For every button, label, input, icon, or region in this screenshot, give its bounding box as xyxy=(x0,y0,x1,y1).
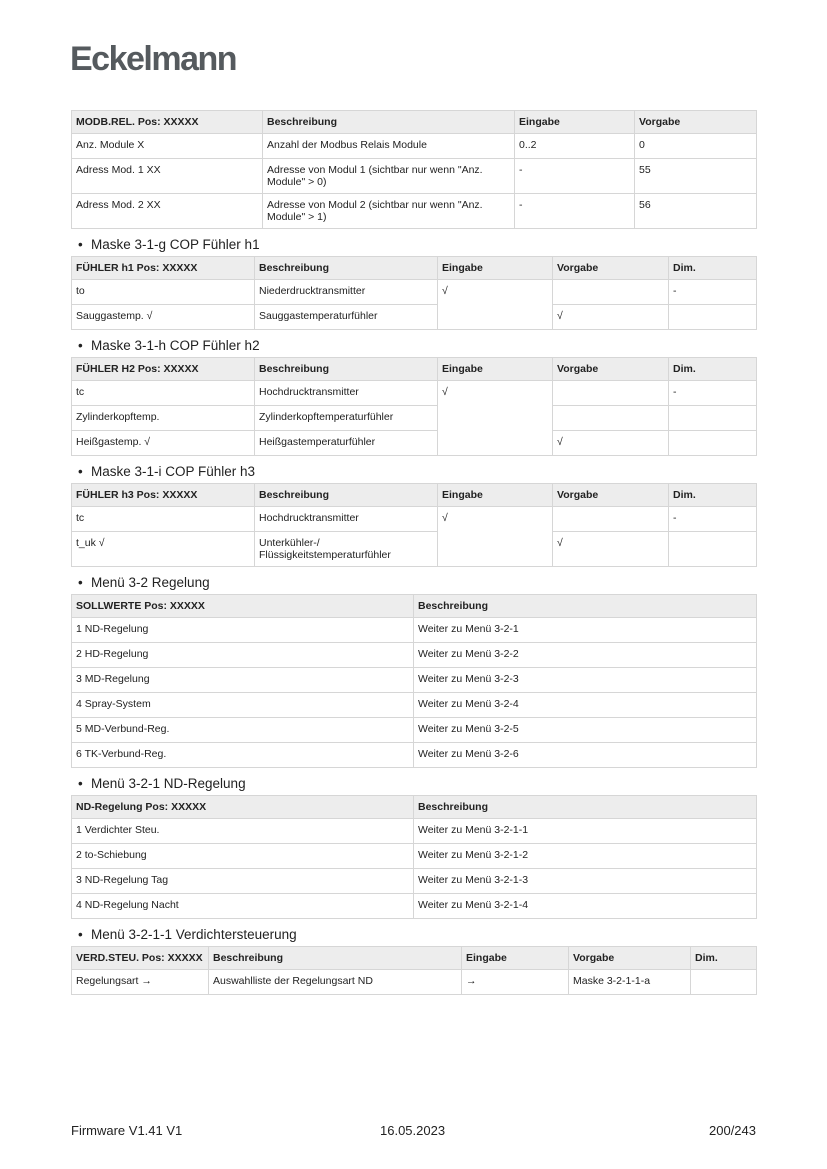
table-row xyxy=(72,718,757,743)
table-row xyxy=(72,134,757,159)
table-row xyxy=(72,280,757,305)
header-cell: Vorgabe xyxy=(553,358,669,381)
section-heading-regelung: • Menü 3-2 Regelung xyxy=(78,575,210,590)
table-cell: √ xyxy=(438,381,553,456)
header-cell: ND-Regelung Pos: XXXXX xyxy=(72,796,414,819)
header-cell: FÜHLER H2 Pos: XXXXX xyxy=(72,358,255,381)
section-title: Maske 3-1-h COP Fühler h2 xyxy=(91,338,260,353)
table-cell: 3 MD-Regelung xyxy=(72,668,414,693)
table-row xyxy=(72,970,757,995)
table-row xyxy=(72,819,757,844)
header-cell: Vorgabe xyxy=(553,257,669,280)
table-row xyxy=(72,381,757,406)
table-cell: Weiter zu Menü 3-2-6 xyxy=(414,743,757,768)
section-heading-h2: • Maske 3-1-h COP Fühler h2 xyxy=(78,338,260,353)
footer-page-number: 200/243 xyxy=(709,1123,756,1138)
header-cell: Vorgabe xyxy=(569,947,691,970)
table-row xyxy=(72,431,757,456)
header-cell: Beschreibung xyxy=(255,484,438,507)
table-cell xyxy=(669,305,757,330)
table-cell: Adress Mod. 2 XX xyxy=(72,194,263,229)
table-cell: √ xyxy=(553,532,669,567)
table-cell: 1 Verdichter Steu. xyxy=(72,819,414,844)
table-cell: Weiter zu Menü 3-2-1-1 xyxy=(414,819,757,844)
section-heading-verdichtersteuerung: • Menü 3-2-1-1 Verdichtersteuerung xyxy=(78,927,297,942)
table-cell: Weiter zu Menü 3-2-1-2 xyxy=(414,844,757,869)
header-cell: Beschreibung xyxy=(414,595,757,618)
table-row xyxy=(72,693,757,718)
table-cell: - xyxy=(515,194,635,229)
table-cell xyxy=(553,406,669,431)
table-row xyxy=(72,194,757,229)
table-cell: Weiter zu Menü 3-2-2 xyxy=(414,643,757,668)
header-cell: VERD.STEU. Pos: XXXXX xyxy=(72,947,209,970)
table-row xyxy=(72,668,757,693)
header-cell: FÜHLER h1 Pos: XXXXX xyxy=(72,257,255,280)
header-cell: Beschreibung xyxy=(263,111,515,134)
header-cell: Dim. xyxy=(669,257,757,280)
table-cell: Anz. Module X xyxy=(72,134,263,159)
header-cell: Dim. xyxy=(669,358,757,381)
table-fuehler-h1 xyxy=(71,256,757,330)
table-cell: Hochdrucktransmitter xyxy=(255,507,438,532)
table-row xyxy=(72,507,757,532)
table-cell: Adress Mod. 1 XX xyxy=(72,159,263,194)
header-cell: Beschreibung xyxy=(209,947,462,970)
table-cell: Auswahlliste der Regelungsart ND xyxy=(209,970,462,995)
section-title: Menü 3-2 Regelung xyxy=(91,575,210,590)
header-cell: Beschreibung xyxy=(255,358,438,381)
table-cell: - xyxy=(669,381,757,406)
header-cell: Beschreibung xyxy=(255,257,438,280)
table-cell: Weiter zu Menü 3-2-5 xyxy=(414,718,757,743)
header-cell: Vorgabe xyxy=(553,484,669,507)
section-title: Maske 3-1-g COP Fühler h1 xyxy=(91,237,260,252)
header-cell: Eingabe xyxy=(515,111,635,134)
table-cell: Adresse von Modul 2 (sichtbar nur wenn "Anz. Module" > 1) xyxy=(263,194,515,229)
table-cell: Sauggastemperaturfühler xyxy=(255,305,438,330)
header-cell: Eingabe xyxy=(438,257,553,280)
table-cell: Weiter zu Menü 3-2-4 xyxy=(414,693,757,718)
table-cell: 0..2 xyxy=(515,134,635,159)
table-cell: t_uk √ xyxy=(72,532,255,567)
header-cell: Beschreibung xyxy=(414,796,757,819)
table-header-row xyxy=(72,358,757,381)
table-cell: √ xyxy=(553,431,669,456)
table-cell: Zylinderkopftemperaturfühler xyxy=(255,406,438,431)
table-cell: 2 to-Schiebung xyxy=(72,844,414,869)
section-heading-h3: • Maske 3-1-i COP Fühler h3 xyxy=(78,464,256,479)
table-modb-rel xyxy=(71,110,757,229)
table-cell: √ xyxy=(553,305,669,330)
table-cell: Heißgastemperaturfühler xyxy=(255,431,438,456)
table-verdichtersteuerung xyxy=(71,946,757,995)
header-cell: Eingabe xyxy=(438,358,553,381)
table-row xyxy=(72,869,757,894)
table-fuehler-h2 xyxy=(71,357,757,456)
table-cell: Niederdrucktransmitter xyxy=(255,280,438,305)
table-cell: Unterkühler-/ Flüssigkeitstemperaturfühler xyxy=(255,532,438,567)
table-cell: Sauggastemp. √ xyxy=(72,305,255,330)
table-cell xyxy=(553,507,669,532)
table-cell: Heißgastemp. √ xyxy=(72,431,255,456)
table-cell: to xyxy=(72,280,255,305)
table-row xyxy=(72,618,757,643)
table-cell: 55 xyxy=(635,159,757,194)
footer-date: 16.05.2023 xyxy=(380,1123,446,1138)
header-cell: MODB.REL. Pos: XXXXX xyxy=(72,111,263,134)
table-row xyxy=(72,532,757,567)
header-cell: FÜHLER h3 Pos: XXXXX xyxy=(72,484,255,507)
table-cell: - xyxy=(515,159,635,194)
table-cell: √ xyxy=(438,507,553,567)
section-title: Menü 3-2-1 ND-Regelung xyxy=(91,776,246,791)
header-cell: Eingabe xyxy=(438,484,553,507)
table-cell: 4 Spray-System xyxy=(72,693,414,718)
section-heading-h1: • Maske 3-1-g COP Fühler h1 xyxy=(78,237,260,252)
table-cell: 4 ND-Regelung Nacht xyxy=(72,894,414,919)
table-row xyxy=(72,643,757,668)
table-row xyxy=(72,159,757,194)
table-cell: Weiter zu Menü 3-2-1-3 xyxy=(414,869,757,894)
section-title: Maske 3-1-i COP Fühler h3 xyxy=(91,464,256,479)
table-sollwerte xyxy=(71,594,757,768)
table-cell: 2 HD-Regelung xyxy=(72,643,414,668)
table-header-row xyxy=(72,595,757,618)
table-cell: Zylinderkopftemp. xyxy=(72,406,255,431)
table-cell xyxy=(553,280,669,305)
table-cell: Anzahl der Modbus Relais Module xyxy=(263,134,515,159)
table-cell: - xyxy=(669,507,757,532)
table-cell xyxy=(669,431,757,456)
table-cell: Maske 3-2-1-1-a xyxy=(569,970,691,995)
table-cell: √ xyxy=(438,280,553,330)
table-row xyxy=(72,305,757,330)
table-cell: Regelungsart → xyxy=(72,970,209,995)
table-row xyxy=(72,406,757,431)
table-cell: 3 ND-Regelung Tag xyxy=(72,869,414,894)
table-row xyxy=(72,743,757,768)
table-cell: 1 ND-Regelung xyxy=(72,618,414,643)
table-cell: tc xyxy=(72,381,255,406)
table-header-row xyxy=(72,484,757,507)
header-cell: Eingabe xyxy=(462,947,569,970)
section-heading-nd-regelung: • Menü 3-2-1 ND-Regelung xyxy=(78,776,246,791)
table-cell xyxy=(553,381,669,406)
table-cell: Adresse von Modul 1 (sichtbar nur wenn "Anz. Module" > 0) xyxy=(263,159,515,194)
table-fuehler-h3 xyxy=(71,483,757,567)
table-cell: 6 TK-Verbund-Reg. xyxy=(72,743,414,768)
table-cell: 5 MD-Verbund-Reg. xyxy=(72,718,414,743)
table-header-row xyxy=(72,111,757,134)
table-row xyxy=(72,894,757,919)
table-cell: Weiter zu Menü 3-2-3 xyxy=(414,668,757,693)
brand-logo: Eckelmann xyxy=(70,40,237,78)
table-cell xyxy=(669,406,757,431)
table-cell: - xyxy=(669,280,757,305)
table-cell: tc xyxy=(72,507,255,532)
table-cell: 0 xyxy=(635,134,757,159)
header-cell: Vorgabe xyxy=(635,111,757,134)
table-cell: → xyxy=(462,970,569,995)
section-title: Menü 3-2-1-1 Verdichtersteuerung xyxy=(91,927,297,942)
header-cell: SOLLWERTE Pos: XXXXX xyxy=(72,595,414,618)
table-cell: Weiter zu Menü 3-2-1 xyxy=(414,618,757,643)
header-cell: Dim. xyxy=(691,947,757,970)
table-cell: Weiter zu Menü 3-2-1-4 xyxy=(414,894,757,919)
footer-firmware: Firmware V1.41 V1 xyxy=(71,1123,183,1138)
table-cell: Hochdrucktransmitter xyxy=(255,381,438,406)
table-cell: 56 xyxy=(635,194,757,229)
table-header-row xyxy=(72,796,757,819)
table-header-row xyxy=(72,947,757,970)
table-header-row xyxy=(72,257,757,280)
header-cell: Dim. xyxy=(669,484,757,507)
document-body xyxy=(71,110,756,995)
table-nd-regelung xyxy=(71,795,757,919)
table-cell xyxy=(669,532,757,567)
table-cell xyxy=(691,970,757,995)
table-row xyxy=(72,844,757,869)
